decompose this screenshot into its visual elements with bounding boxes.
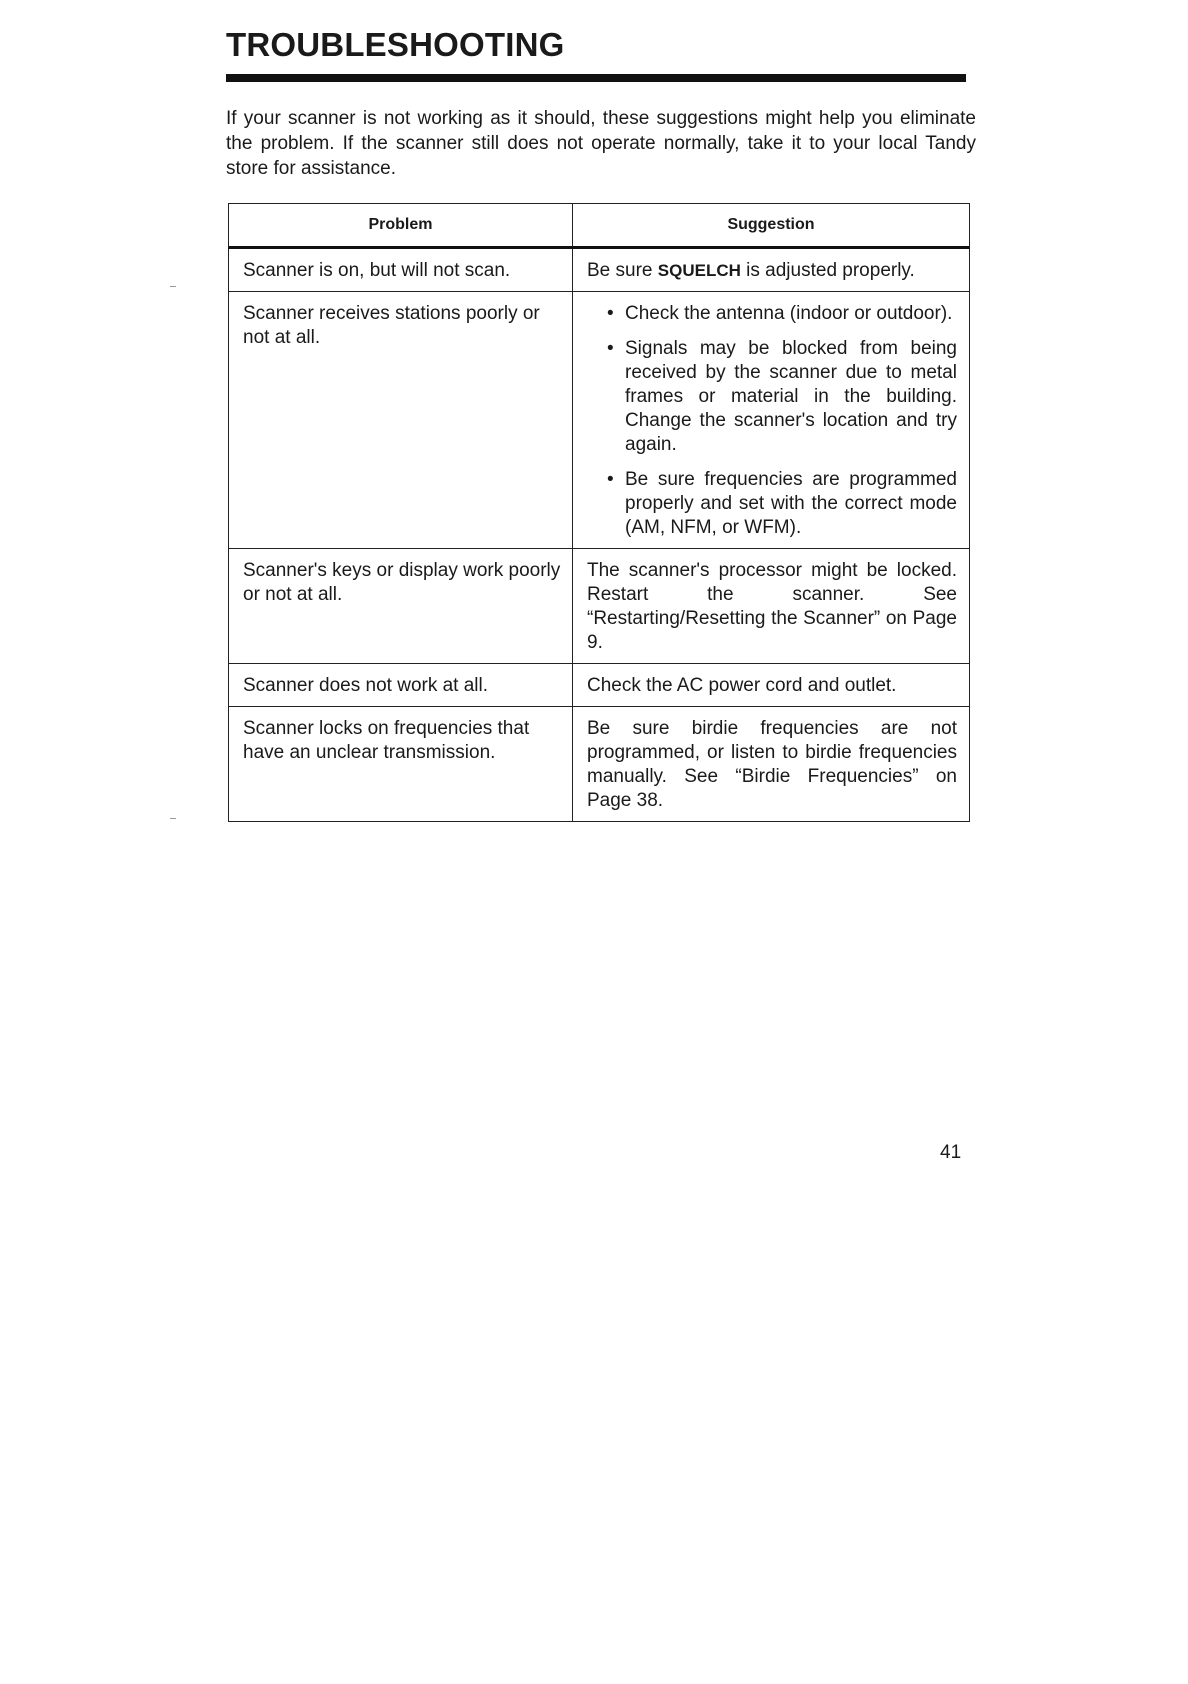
table-row — [228, 292, 970, 549]
problem-cell: Scanner does not work at all. — [229, 664, 573, 706]
table-row — [228, 549, 970, 664]
suggestion-cell: Check the AC power cord and outlet. — [587, 675, 897, 696]
scan-mark — [170, 818, 176, 819]
suggestion-cell — [573, 249, 969, 291]
squelch-keyword: SQUELCH — [657, 261, 741, 280]
problem-cell: Scanner is on, but will not scan. — [229, 249, 573, 291]
suggestion-cell: Be sure birdie frequencies are not programmed, or listen to birdie frequencies manually. See “Birdie Frequencies” on Page 38. — [587, 718, 957, 811]
intro-paragraph: If your scanner is not working as it should, these suggestions might help you eliminate the problem. If the scanner still does not operate normally, take it to your local Tandy store for assistance. — [226, 108, 976, 179]
scan-mark — [170, 286, 176, 287]
troubleshooting-table — [228, 203, 970, 822]
table-row — [228, 707, 970, 822]
suggestion-text: Be sure — [587, 260, 653, 281]
problem-cell: Scanner receives stations poorly or not at all. — [229, 292, 573, 548]
suggestion-list — [587, 302, 957, 540]
bullet-icon: • — [607, 469, 614, 490]
page-title: TROUBLESHOOTING — [226, 26, 565, 63]
problem-cell: Scanner's keys or display work poorly or not at all. — [229, 549, 573, 663]
list-item: • Signals may be blocked from being received by the scanner due to metal frames or material in the building. Change the scanner's location and try again. — [607, 338, 957, 455]
suggestion-cell: The scanner's processor might be locked. Restart the scanner. See “Restarting/Resetting the Scanner” on Page 9. — [587, 560, 957, 653]
bullet-icon: • — [607, 338, 614, 359]
suggestion-text: is adjusted properly. — [746, 260, 915, 281]
table-row — [228, 249, 970, 292]
header-problem: Problem — [229, 204, 573, 246]
title-rule — [226, 74, 966, 82]
bullet-icon: • — [607, 303, 614, 324]
suggestion-cell — [573, 292, 969, 548]
header-suggestion: Suggestion — [727, 216, 815, 233]
page-number: 41 — [940, 1142, 962, 1163]
table-header-row — [228, 203, 970, 249]
table-row — [228, 664, 970, 707]
list-item: • Be sure frequencies are programmed properly and set with the correct mode (AM, NFM, or WFM). — [607, 469, 957, 538]
problem-cell: Scanner locks on frequencies that have an unclear transmission. — [229, 707, 573, 821]
list-item: • Check the antenna (indoor or outdoor). — [607, 303, 953, 324]
